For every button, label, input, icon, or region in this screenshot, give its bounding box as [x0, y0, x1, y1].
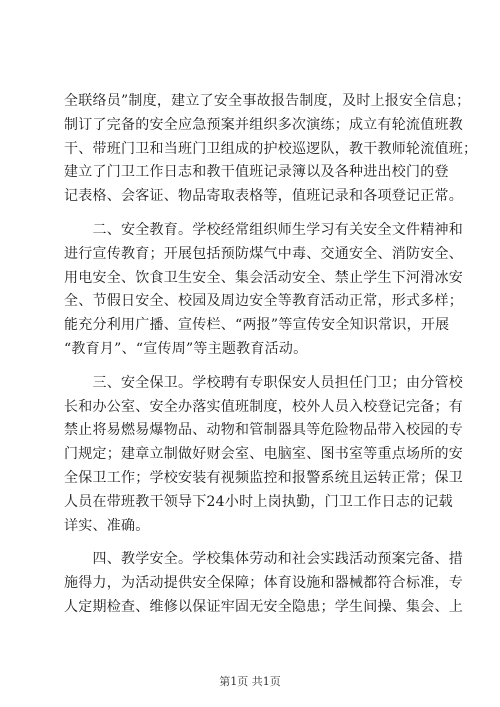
text-line: 进行宣传教育；开展包括预防煤气中毒、交通安全、消防安全、 — [64, 245, 463, 262]
text-line: 三、安全保卫。学校聘有专职保安人员担任门卫；由分管校 — [64, 374, 463, 391]
paragraph-safety-system — [64, 90, 478, 209]
text-line: 用电安全、饮食卫生安全、集会活动安全、禁止学生下河滑冰安 — [64, 269, 463, 286]
text-line: 人员在带班教干领导下24小时上岗执勤，门卫工作日志的记载 — [64, 493, 453, 510]
text-line: 详实、准确。 — [64, 517, 150, 534]
text-line: 全保卫工作；学校安装有视频监控和报警系统且运转正常；保卫 — [64, 469, 463, 486]
page-number: 第1页 共1页 — [219, 675, 281, 688]
text-line: 全联络员”制度，建立了安全事故报告制度，及时上报安全信息； — [64, 93, 471, 109]
page-footer — [0, 673, 500, 689]
text-line: 四、教学安全。学校集体劳动和社会实践活动预案完备、措 — [64, 551, 463, 568]
text-line: 施得力，为活动提供安全保障；体育设施和器械都符合标准，专 — [64, 575, 463, 592]
text-line: 二、安全教育。学校经常组织师生学习有关安全文件精神和 — [64, 221, 463, 238]
text-line: 全、节假日安全、校园及周边安全等教育活动正常，形式多样； — [64, 293, 463, 310]
body-text — [64, 90, 478, 620]
text-line: 建立了门卫工作日志和教干值班记录簿以及各种进出校门的登 — [64, 164, 449, 181]
text-line: 禁止将易燃易爆物品、动物和管制器具等危险物品带入校园的专 — [64, 422, 463, 439]
text-line: 能充分利用广播、宣传栏、“两报”等宣传安全知识常识，开展 — [64, 317, 450, 334]
text-line: “教育月”、“宣传周”等主题教育活动。 — [64, 340, 308, 357]
text-line: 制订了完备的安全应急预案并组织多次演练；成立有轮流值班教 — [64, 116, 463, 133]
text-line: 人定期检查、维修以保证牢固无安全隐患；学生间操、集会、上 — [64, 598, 463, 615]
text-line: 长和办公室、安全办落实值班制度，校外人员入校登记完备；有 — [64, 398, 463, 415]
paragraph-safety-education — [64, 219, 463, 362]
text-line: 门规定；建章立制做好财会室、电脑室、图书室等重点场所的安 — [64, 446, 463, 463]
text-line: 记表格、会客证、物品寄取表格等，值班记录和各项登记正常。 — [64, 188, 463, 205]
paragraph-safety-security — [64, 372, 463, 539]
text-line: 干、带班门卫和当班门卫组成的护校巡逻队，教干教师轮流值班； — [64, 140, 478, 157]
paragraph-teaching-safety — [64, 548, 463, 619]
